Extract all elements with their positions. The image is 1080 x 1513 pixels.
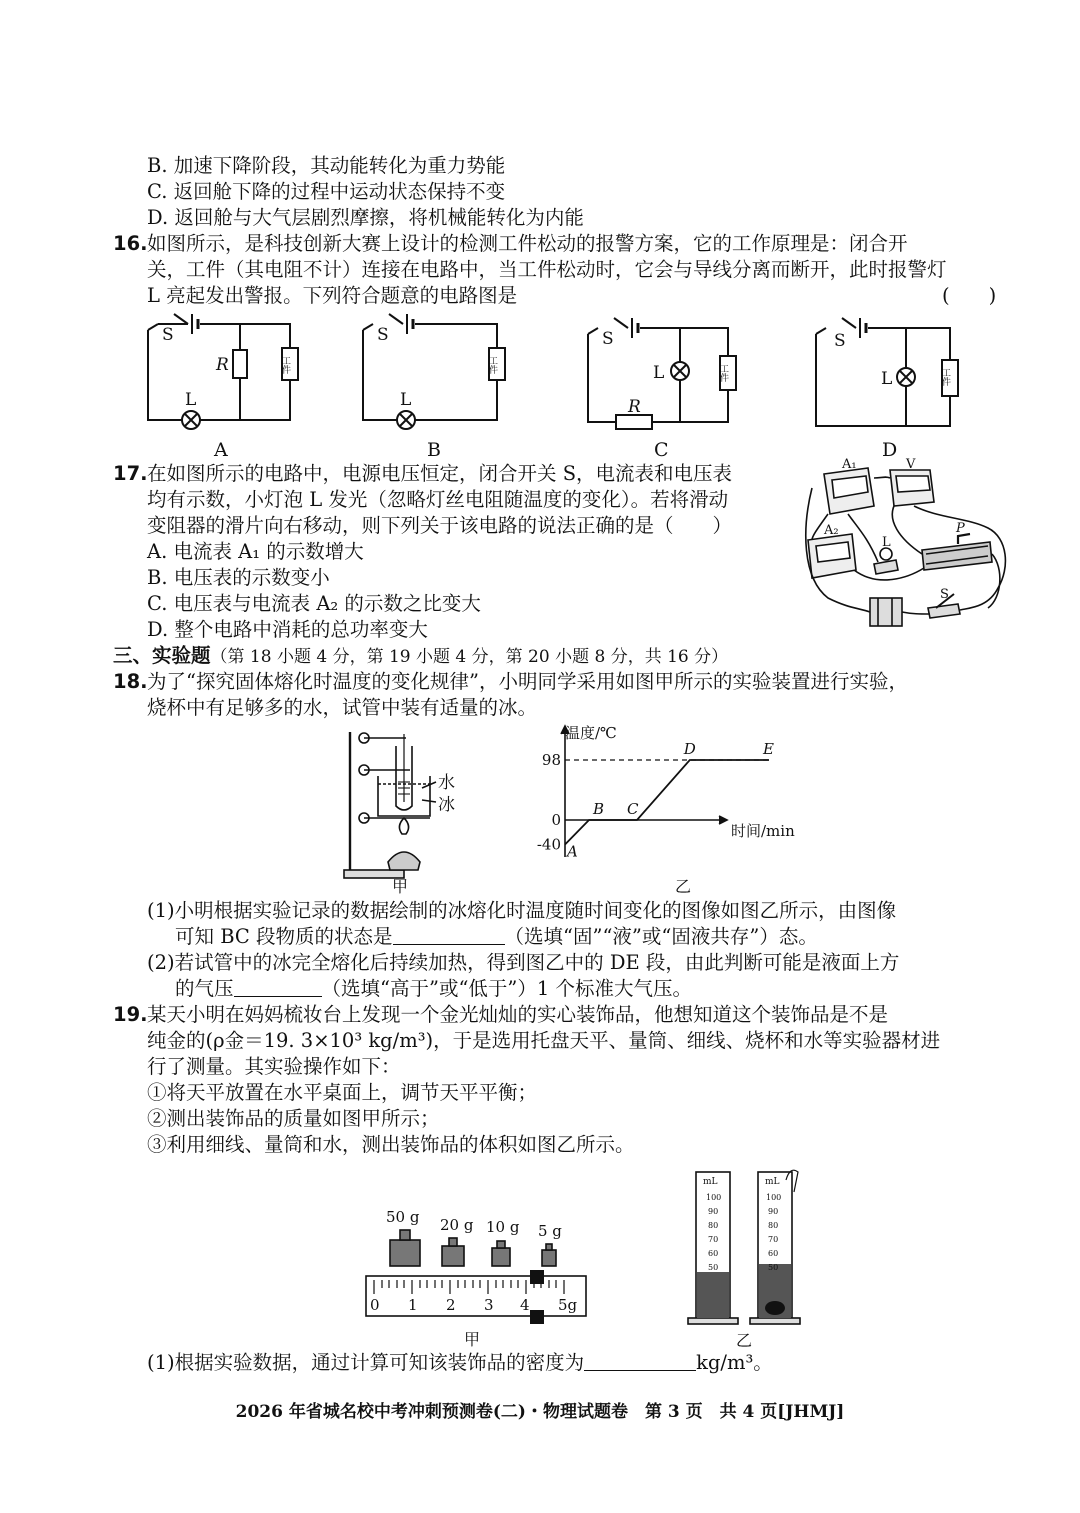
- y-tick--40: -40: [536, 835, 561, 854]
- q18-sub1-post: （选填“固”“液”或“固液共存”）态。: [504, 925, 818, 948]
- q16-c-switch-label: S: [602, 329, 614, 349]
- cyl-left-tick-60: 60: [708, 1249, 719, 1258]
- weight-label-50g: 50 g: [386, 1208, 420, 1226]
- y-tick-98: 98: [541, 751, 561, 769]
- q19-step2: ②测出装饰品的质量如图甲所示；: [147, 1107, 440, 1130]
- q19-line3: 行了测量。其实验操作如下：: [147, 1055, 401, 1078]
- q19-fig-yi-label: 乙: [736, 1331, 753, 1350]
- q17-s-label: S: [940, 587, 949, 602]
- q16-b-workpiece-label: 工件: [487, 356, 497, 374]
- q18-sub2-post: （选填“高于”或“低于”）1 个标准大气压。: [321, 977, 692, 1000]
- q19-sub1-post: kg/m³。: [696, 1351, 773, 1374]
- q17-line2: 均有示数，小灯泡 L 发光（忽略灯丝电阻随温度的变化）。若将滑动: [147, 488, 729, 511]
- q19-number: 19.: [113, 1003, 148, 1026]
- cyl-left-tick-100: 100: [706, 1193, 722, 1202]
- cyl-left-tick-50: 50: [708, 1263, 719, 1272]
- q18-answer-blank-2[interactable]: [234, 978, 322, 997]
- q16-circuit-b: [355, 310, 525, 460]
- q16-a-lamp-label: L: [185, 390, 197, 410]
- q17-a1-label: A₁: [842, 457, 857, 472]
- q17-line3: 变阻器的滑片向右移动，则下列关于该电路的说法正确的是（ ）: [147, 514, 733, 537]
- q16-d-workpiece-label: 工件: [940, 368, 950, 386]
- section3-title: 三、实验题: [113, 644, 211, 667]
- scale-tick-0: 0: [370, 1296, 380, 1314]
- q16-line3: L 亮起发出警报。下列符合题意的电路图是: [147, 284, 518, 307]
- scale-tick-1: 1: [408, 1296, 418, 1314]
- cyl-left-tick-70: 70: [708, 1235, 719, 1244]
- fig-yi-label: 乙: [675, 877, 692, 896]
- weight-10g: [492, 1248, 510, 1266]
- q16-a-label: A: [214, 439, 228, 461]
- q19-sub1: [147, 1350, 773, 1376]
- weight-5g: [542, 1250, 556, 1266]
- q16-c-resistor-label: R: [628, 397, 641, 417]
- q17-option-c: C. 电压表与电流表 A₂ 的示数之比变大: [147, 592, 481, 615]
- scale-tick-2: 2: [446, 1296, 456, 1314]
- point-label-D: D: [683, 740, 696, 758]
- q16-line2: 关，工件（其电阻不计）连接在电路中，当工件松动时，它会与导线分离而断开，此时报警灯: [147, 258, 947, 281]
- q16-c-lamp-label: L: [653, 363, 665, 383]
- q18-sub2-line1: (2)若试管中的冰完全熔化后持续加热，得到图乙中的 DE 段，由此判断可能是液面上方: [147, 951, 900, 974]
- q16-d-label: D: [882, 439, 898, 461]
- cyl-left-tick-90: 90: [708, 1207, 719, 1216]
- q17-circuit-figure: [798, 458, 1018, 638]
- cyl-left-tick-80: 80: [708, 1221, 719, 1230]
- q18-sub2-line2: [175, 976, 692, 1002]
- weight-20g: [442, 1246, 464, 1266]
- q17-line1: 在如图所示的电路中，电源电压恒定，闭合开关 S，电流表和电压表: [147, 462, 733, 485]
- q18-temperature-graph: [525, 722, 815, 898]
- balance-scale: [366, 1276, 586, 1316]
- q16-d-lamp-label: L: [881, 369, 893, 389]
- q18-sub1-line1: (1)小明根据实验记录的数据绘制的冰熔化时温度随时间变化的图像如图乙所示，由图像: [147, 899, 897, 922]
- q17-p-label: P: [956, 521, 965, 536]
- cyl-right-tick-60: 60: [768, 1249, 779, 1258]
- scale-tick-5: 5g: [558, 1296, 578, 1314]
- q18-water-label: 水: [438, 773, 455, 793]
- point-label-E: E: [763, 740, 774, 758]
- q19-answer-blank[interactable]: [584, 1352, 696, 1371]
- q19-line2: 纯金的(ρ金＝19. 3×10³ kg/m³)，于是选用托盘天平、量筒、细线、烧杯和水等实验器材进: [147, 1029, 941, 1052]
- q16-d-switch-label: S: [834, 331, 846, 351]
- q17-a2-label: A₂: [824, 523, 839, 538]
- q18-number: 18.: [113, 670, 148, 693]
- q17-number: 17.: [113, 462, 148, 485]
- cylinder-right-unit: mL: [765, 1177, 780, 1187]
- section3-detail: （第 18 小题 4 分，第 19 小题 4 分，第 20 小题 8 分，共 16 分）: [210, 647, 729, 667]
- weight-label-10g: 10 g: [486, 1218, 520, 1236]
- q16-a-switch-label: S: [162, 325, 174, 345]
- q16-number: 16.: [113, 232, 148, 255]
- q19-sub1-pre: (1)根据实验数据，通过计算可知该装饰品的密度为: [147, 1351, 585, 1374]
- q17-option-a: A. 电流表 A₁ 的示数增大: [147, 540, 364, 563]
- rider-bottom: [530, 1310, 544, 1324]
- point-label-B: B: [593, 800, 605, 818]
- q18-sub2-pre: 的气压: [175, 977, 234, 1000]
- q17-option-b: B. 电压表的示数变小: [147, 566, 330, 589]
- q16-circuit-c: [580, 310, 750, 460]
- scale-tick-3: 3: [484, 1296, 494, 1314]
- q16-circuit-d: [808, 310, 978, 460]
- q17-l-label: L: [882, 535, 891, 550]
- y-tick-0: 0: [551, 811, 561, 829]
- point-label-A: A: [567, 842, 578, 861]
- q16-b-label: B: [427, 439, 441, 461]
- q18-line2: 烧杯中有足够多的水，试管中装有适量的冰。: [147, 696, 538, 719]
- q16-c-label: C: [654, 439, 669, 461]
- q19-fig-jia-label: 甲: [464, 1330, 481, 1349]
- weight-label-5g: 5 g: [538, 1222, 562, 1240]
- x-axis-label: 时间/min: [731, 822, 795, 840]
- q16-answer-paren: ( ): [942, 284, 997, 307]
- q19-line1: 某天小明在妈妈梳妆台上发现一个金光灿灿的实心装饰品，他想知道这个装饰品是不是: [147, 1003, 889, 1026]
- q18-sub1-line2: [175, 924, 818, 950]
- q16-a-workpiece-label: 工件: [280, 356, 290, 374]
- cyl-right-tick-70: 70: [768, 1235, 779, 1244]
- q18-fig-jia-label: 甲: [392, 877, 409, 896]
- q15-option-d: D. 返回舱与大气层剧烈摩擦，将机械能转化为内能: [147, 206, 584, 229]
- q18-sub1-pre: 可知 BC 段物质的状态是: [175, 925, 393, 948]
- y-axis-label: 温度/℃: [565, 724, 617, 742]
- q18-line1: 为了“探究固体熔化时温度的变化规律”，小明同学采用如图甲所示的实验装置进行实验，: [147, 670, 908, 693]
- q15-option-c: C. 返回舱下降的过程中运动状态保持不变: [147, 180, 506, 203]
- q17-v-label: V: [906, 457, 916, 472]
- q19-step3: ③利用细线、量筒和水，测出装饰品的体积如图乙所示。: [147, 1133, 635, 1156]
- page-footer: 2026 年省城名校中考冲刺预测卷(二)・物理试题卷 第 3 页 共 4 页[JHMJ]: [235, 1402, 845, 1422]
- rider: [530, 1270, 544, 1284]
- section3-heading: [113, 643, 728, 670]
- scale-tick-4: 4: [520, 1296, 530, 1314]
- switch: [928, 604, 960, 618]
- q16-a-resistor-label: R: [216, 355, 229, 375]
- q16-line1: 如图所示，是科技创新大赛上设计的检测工件松动的报警方案，它的工作原理是：闭合开: [147, 232, 908, 255]
- cyl-right-tick-90: 90: [768, 1207, 779, 1216]
- cyl-right-tick-80: 80: [768, 1221, 779, 1230]
- q19-step1: ①将天平放置在水平桌面上，调节天平平衡；: [147, 1081, 538, 1104]
- battery: [870, 598, 902, 626]
- cylinder-left-unit: mL: [703, 1177, 718, 1187]
- q16-b-switch-label: S: [377, 325, 389, 345]
- q19-cylinders-figure: [688, 1162, 818, 1352]
- q19-weights-figure: [360, 1200, 600, 1350]
- q18-answer-blank-1[interactable]: [393, 926, 505, 945]
- q15-option-b: B. 加速下降阶段，其动能转化为重力势能: [147, 154, 506, 177]
- weight-50g: [390, 1240, 420, 1266]
- q18-apparatus-figure: [340, 722, 470, 896]
- cyl-right-tick-50: 50: [768, 1263, 779, 1272]
- point-label-C: C: [627, 800, 639, 818]
- q18-ice-label: 冰: [438, 795, 455, 815]
- q16-b-lamp-label: L: [400, 390, 412, 410]
- weight-label-20g: 20 g: [440, 1216, 474, 1234]
- q16-c-workpiece-label: 工件: [718, 364, 728, 382]
- q16-circuit-a: [140, 310, 310, 460]
- cyl-right-tick-100: 100: [766, 1193, 782, 1202]
- q17-option-d: D. 整个电路中消耗的总功率变大: [147, 618, 428, 641]
- alcohol-lamp: [388, 852, 420, 870]
